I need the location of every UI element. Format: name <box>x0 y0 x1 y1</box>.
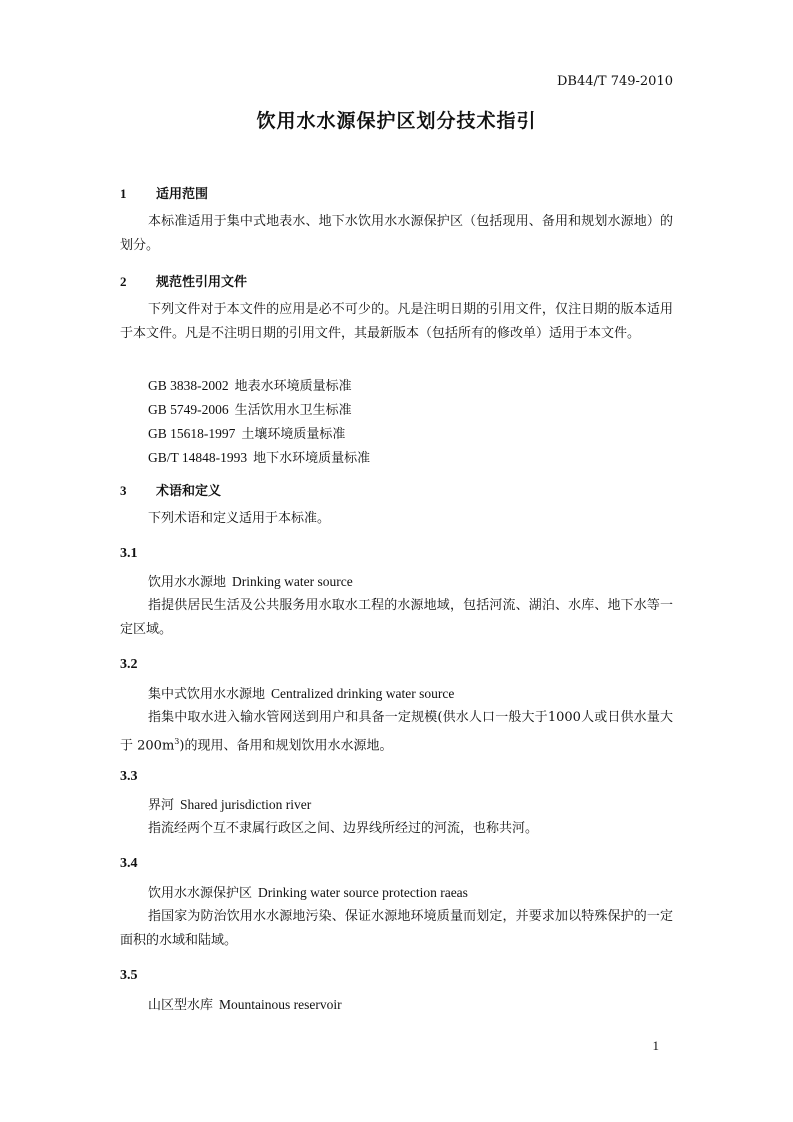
definition-part: 指集中取水进入输水管网送到用户和具备一定规模(供水人口一般大于1000人或日供水量大于 200m <box>120 710 673 754</box>
term-cn: 集中式饮用水水源地 <box>148 687 266 702</box>
reference-code: GB 15618-1997 <box>148 426 236 441</box>
section-3-text: 下列术语和定义适用于本标准。 <box>148 511 331 526</box>
reference-name: 地表水环境质量标准 <box>234 379 352 394</box>
section-number: 2 <box>120 274 127 289</box>
section-title: 规范性引用文件 <box>156 275 248 290</box>
term-definition: 指国家为防治饮用水水源地污染、保证水源地环境质量而划定，并要求加以特殊保护的一定面积的水域和陆域。 <box>120 909 673 948</box>
page-number: 1 <box>652 1038 659 1053</box>
document-title: 饮用水水源保护区划分技术指引 <box>256 110 537 132</box>
term-definition: 指流经两个互不隶属行政区之间、边界线所经过的河流，也称共河。 <box>148 821 539 836</box>
reference-item <box>148 447 370 466</box>
term-number: 3.5 <box>120 968 138 983</box>
term-cn: 饮用水水源保护区 <box>148 886 253 901</box>
section-heading-2 <box>120 271 247 290</box>
section-2-text: 下列文件对于本文件的应用是必不可少的。凡是注明日期的引用文件，仅注日期的版本适用于本文件。凡是不注明日期的引用文件，其最新版本（包括所有的修改单）适用于本文件。 <box>120 302 673 341</box>
term-number: 3.1 <box>120 546 138 561</box>
term-name <box>148 570 353 595</box>
section-number: 3 <box>120 483 127 498</box>
term-number: 3.2 <box>120 657 138 672</box>
term-name <box>148 682 454 707</box>
section-title: 适用范围 <box>156 187 209 202</box>
section-title: 术语和定义 <box>156 484 222 499</box>
reference-name: 生活饮用水卫生标准 <box>234 403 352 418</box>
term-en: Mountainous reservoir <box>219 997 342 1012</box>
term-number: 3.4 <box>120 856 138 871</box>
term-name <box>148 881 468 906</box>
term-en: Centralized drinking water source <box>271 686 455 701</box>
term-cn: 山区型水库 <box>148 998 214 1013</box>
term-cn: 界河 <box>148 798 175 813</box>
reference-code: GB/T 14848-1993 <box>148 450 248 465</box>
reference-name: 地下水环境质量标准 <box>253 451 371 466</box>
document-code: DB44/T 749-2010 <box>557 74 673 89</box>
term-name <box>148 793 311 818</box>
definition-part: )的现用、备用和规划饮用水水源地。 <box>179 738 393 754</box>
reference-item <box>148 423 345 442</box>
term-en: Drinking water source protection raeas <box>258 885 468 900</box>
section-heading-1 <box>120 183 208 202</box>
term-en: Shared jurisdiction river <box>180 797 312 812</box>
section-1-text: 本标准适用于集中式地表水、地下水饮用水水源保护区（包括现用、备用和规划水源地）的划分。 <box>120 214 673 253</box>
term-name <box>148 993 342 1018</box>
term-definition: 指提供居民生活及公共服务用水取水工程的水源地域，包括河流、湖泊、水库、地下水等一定区域。 <box>120 598 673 637</box>
superscript: 3 <box>174 737 180 746</box>
reference-item <box>148 375 352 394</box>
term-number: 3.3 <box>120 769 138 784</box>
term-cn: 饮用水水源地 <box>148 575 227 590</box>
term-definition <box>120 706 673 758</box>
section-number: 1 <box>120 186 127 201</box>
reference-name: 土壤环境质量标准 <box>241 427 346 442</box>
section-heading-3 <box>120 480 221 499</box>
reference-code: GB 3838-2002 <box>148 378 229 393</box>
reference-item <box>148 399 352 418</box>
reference-code: GB 5749-2006 <box>148 402 229 417</box>
term-en: Drinking water source <box>232 574 353 589</box>
